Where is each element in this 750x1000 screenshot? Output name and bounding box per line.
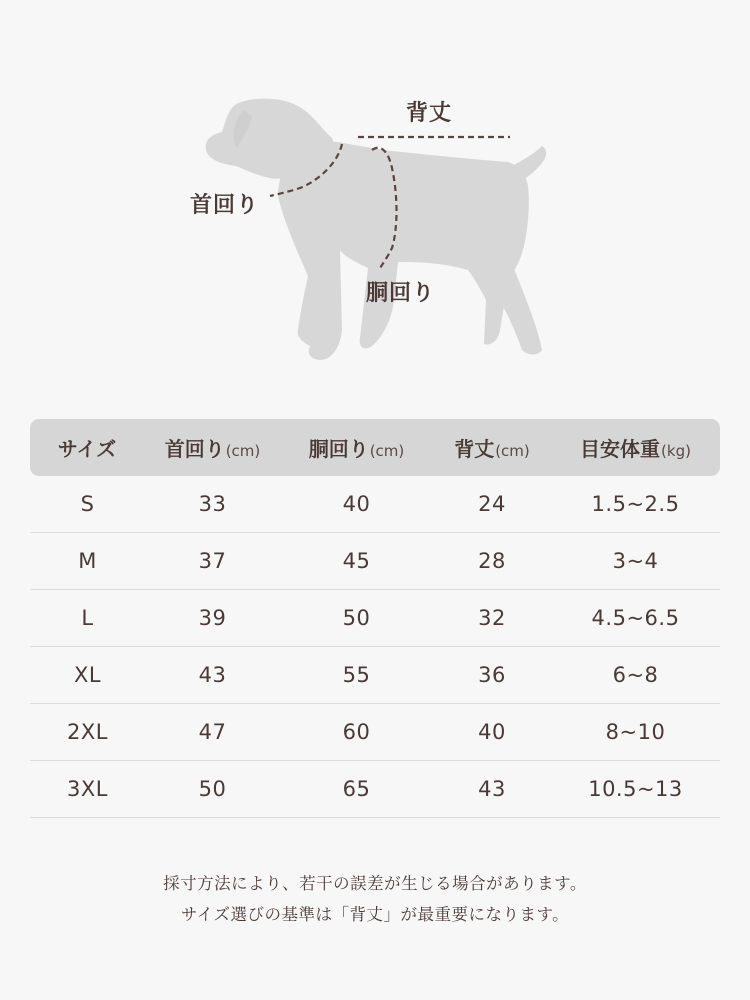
cell-neck: 47 (198, 720, 227, 744)
cell-back-length: 24 (478, 492, 506, 516)
cell-size: L (81, 606, 94, 630)
cell-chest: 45 (342, 549, 371, 573)
cell-back-length: 40 (478, 720, 506, 744)
cell-back-length: 43 (478, 777, 506, 801)
cell-weight: 6~8 (612, 663, 659, 687)
cell-chest: 60 (342, 720, 371, 744)
note-line-1: 採寸方法により、若干の誤差が生じる場合があります。 (163, 874, 587, 893)
cell-neck: 37 (198, 549, 227, 573)
cell-size: S (80, 492, 95, 516)
note-line-2: サイズ選びの基準は「背丈」が最重要になります。 (180, 905, 570, 924)
cell-chest: 55 (342, 663, 371, 687)
back-length-label: 背丈 (406, 101, 453, 126)
cell-size: 3XL (67, 777, 108, 801)
header-size: サイズ (57, 437, 117, 461)
size-table-header (30, 419, 720, 476)
size-table (30, 419, 720, 818)
cell-weight: 4.5~6.5 (591, 606, 680, 630)
cell-weight: 1.5~2.5 (591, 492, 680, 516)
table-row (30, 476, 720, 533)
cell-size: XL (73, 663, 102, 687)
cell-chest: 50 (342, 606, 371, 630)
chest-label: 胴回り (366, 281, 436, 306)
cell-weight: 8~10 (605, 720, 666, 744)
table-row (30, 761, 720, 818)
cell-weight: 10.5~13 (588, 777, 683, 801)
table-row (30, 704, 720, 761)
table-row (30, 647, 720, 704)
cell-neck: 39 (198, 606, 227, 630)
header-neck: 首回り (cm) (164, 437, 261, 461)
neck-label: 首回り (190, 193, 260, 218)
cell-chest: 40 (342, 492, 371, 516)
cell-neck: 43 (198, 663, 227, 687)
size-notes (0, 868, 750, 930)
cell-back-length: 36 (478, 663, 506, 687)
table-row (30, 590, 720, 647)
cell-chest: 65 (342, 777, 371, 801)
cell-back-length: 32 (478, 606, 506, 630)
cell-weight: 3~4 (612, 549, 659, 573)
cell-neck: 33 (198, 492, 227, 516)
header-back-length: 背丈 (cm) (454, 437, 530, 461)
header-weight: 目安体重 (kg) (580, 437, 691, 461)
cell-neck: 50 (198, 777, 227, 801)
cell-size: 2XL (67, 720, 108, 744)
dog-measurement-diagram (0, 0, 750, 400)
dog-silhouette (0, 0, 750, 400)
cell-size: M (78, 549, 97, 573)
header-chest: 胴回り (cm) (308, 437, 405, 461)
cell-back-length: 28 (478, 549, 506, 573)
table-row (30, 533, 720, 590)
